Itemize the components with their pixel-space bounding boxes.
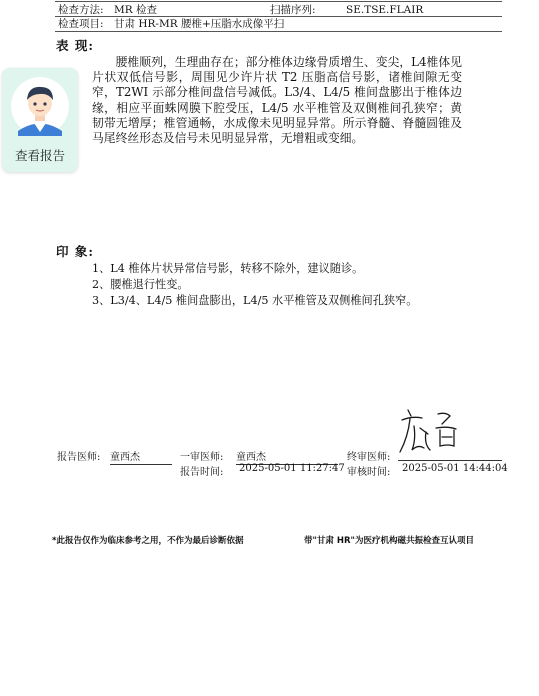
sequence-value: SE.TSE.FLAIR: [346, 4, 424, 16]
final-reviewer-underline: [398, 460, 502, 461]
report-time-value: 2025-05-01 11:27:47: [239, 463, 345, 474]
findings-title: 表 现:: [56, 38, 94, 53]
impression-item: 2、腰椎退行性变。: [92, 278, 189, 291]
findings-text: 腰椎顺列，生理曲存在；部分椎体边缘骨质增生、变尖，L4椎体见片状双低信号影，周围见少许片状 T2 压脂高信号影，诸椎间隙无变窄，T2WI 示部分椎间盘信号减低。L3/4、L4/5 椎间盘膨出于椎体边缘，相应平面蛛网膜下腔受压，L4/5 水平椎管及双侧椎间孔狭窄；黄韧带无增厚；椎管通畅，水成像未见明显异常。所示脊髓、脊髓圆锥及马尾终丝形态及信号未见明显异常，无增粗或变细。: [92, 55, 462, 146]
reporter-name-value: 童西杰: [110, 448, 172, 465]
impression-title: 印 象:: [56, 244, 94, 259]
item-value: 甘肃 HR-MR 腰椎+压脂水成像平扫: [114, 18, 285, 30]
reporter-name: [110, 448, 174, 465]
mutual-recognition-text: 带"甘肃 HR"为医疗机构磁共振检查互认项目: [304, 536, 474, 546]
doctor-avatar-icon: [10, 76, 70, 136]
header-bottom-rule: [55, 31, 502, 32]
disclaimer-text: *此报告仅作为临床参考之用，不作为最后诊断依据: [52, 536, 244, 546]
review-time-label: 审核时间:: [347, 467, 391, 478]
first-reviewer-name-value: 童西杰: [236, 448, 338, 465]
report-time-label: 报告时间:: [180, 467, 224, 478]
sequence-label: 扫描序列:: [270, 4, 316, 16]
impression-item: 1、L4 椎体片状异常信号影，转移不除外，建议随诊。: [92, 262, 364, 275]
view-report-button[interactable]: [2, 68, 78, 172]
item-label: 检查项目:: [58, 18, 104, 30]
method-label: 检查方法:: [58, 4, 104, 16]
method-value: MR 检查: [114, 4, 157, 16]
impression-item: 3、L3/4、L4/5 椎间盘膨出，L4/5 水平椎管及双侧椎间孔狭窄。: [92, 294, 418, 307]
reporter-label: 报告医师:: [57, 452, 101, 463]
first-reviewer-label: 一审医师:: [180, 452, 224, 463]
handwritten-signature: [398, 402, 468, 460]
final-reviewer-label: 终审医师:: [347, 452, 391, 463]
header-top-rule: [55, 1, 502, 2]
view-report-label: 查看报告: [14, 148, 65, 163]
review-time-value: 2025-05-01 14:44:04: [402, 463, 508, 474]
